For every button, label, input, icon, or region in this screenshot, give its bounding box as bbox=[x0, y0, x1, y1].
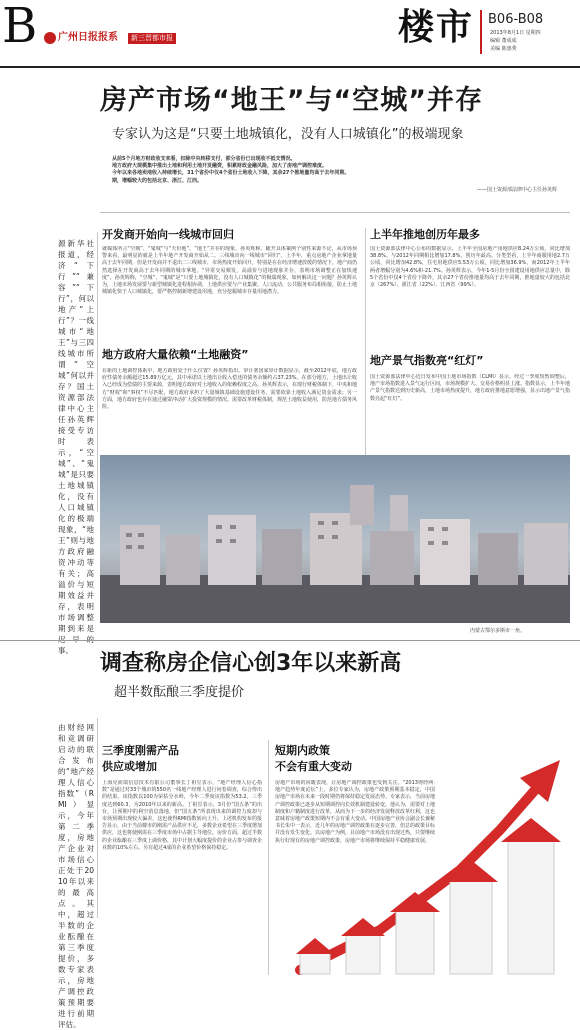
photo-caption: 内蒙古鄂尔多斯市一角。 bbox=[470, 628, 526, 634]
story2-sub2-line1: 短期内政策 bbox=[275, 744, 330, 757]
lead-line: 期，增幅较大的包括北京、浙江、江西。 bbox=[112, 177, 203, 184]
paper-name: 广州日报报系 bbox=[58, 32, 118, 43]
divider-bar bbox=[480, 10, 482, 54]
story-divider bbox=[0, 640, 580, 641]
story2-sidebar-divider bbox=[97, 718, 98, 918]
right-column-divider bbox=[365, 228, 366, 483]
designer-credit: 美编 陈惠秀 bbox=[490, 46, 517, 52]
lead-line: 今年以来各地卖地收入持续增长，31个省份中仅4个省份土地收入下降，其余27个推地量均高于去年同期。 bbox=[112, 170, 350, 177]
story2-sub1-text: 上海克而瑞信息技术有限公司董事长丁祖昱表示，“地产经理人信心指数”是通过对33个城市的550名一线地产经理人进行问卷调查，综合得出的结果。该指数以100为荣枯分水岭，今年二季度该指数为53.2，三季度达到60.3，为2010年以来的新高。丁祖昱表示，3月份“国五条”的出台，让预期中的利空消息落地，但“国五条”所表现出来的调控力度却与市场预期出现较大偏差，这也使得RMI指数转向上升。上述机构发布的报告显示，由于当前楼市的刚需产品供应不足，多数企业希望在三季度增加供应，这也将使刚需在三季度市场中占据主导地位。房价方面，超过半数的企业酝酿在三季度上调价格，其中计划大幅度提价的企业占参与调查企业数的10%左右。另有超过4成的企业希望价格保持稳定。 bbox=[102, 780, 262, 851]
story1-right-sub1-text: 国土资源部法律中心公布的数据显示，上半年全国房地产用地供应8.24万公顷，同比增加38.8%。与2012年同期相比增加17.8%，创历年最高。分类型看，上半年商服用地2.7万公顷，同比增加42.8%，住宅用地供应5.53万公顷，同比增加36.9%，而2012年上半年两者增幅分别为4.6%和-21.7%。孙英辉表示，今年1-5月份全国建设用地供应总量中，除5个省份中仅4个省份下降外，其余27个省份推地量均高于去年同期，推地量较大的包括北京（267%）、浙江省（22%）、江西省（99%）。 bbox=[370, 246, 570, 289]
lead-source: ——国土资源部法律中心主任孙英辉 bbox=[476, 186, 557, 193]
story2-sidebar: 由财经网和竞调研启动的联合发布的“地产经理人信心指数”（RMI）显示，今年第二季度，房地产企业对市场信心正处于2010年以来的最高点。其中，超过半数的企业酝酿在第三季度提价，多数专家表示，房地产调控政策预期要进行前期评估。 bbox=[58, 723, 94, 1029]
story1-sub2: 地方政府大量依赖“土地融资” bbox=[102, 348, 249, 361]
lead-line: 从前5个月地方财政收支来看，扣除中央转移支付，部分省份已出现收不抵支情况。 bbox=[112, 156, 296, 162]
story1-headline: 房产市场“地王”与“空城”并存 bbox=[100, 85, 483, 116]
masthead bbox=[0, 0, 580, 68]
story2-sub2-text: 房地产市场的回暖表现，让房地产调控政策也受到关注。“2013财经网·地产趋势年度论坛”上，多位专家认为，房地产政策预期基本稳定，中国房地产市场在未来一段时期仍将保持稳定发展态势。专家表示，当前房地产调控政策已逐步从短期调控向长效机制建设转变。他认为，需要对土地制度和户籍制度进行改革，从而为下一步的经济发展释放改革红利，这也意味着房地产政策短期内不会有重大变动。中国房地产业协会副会长兼秘书长朱中一表示，近几年的房地产调控政策在逐步完善，但总的政策目标并没有发生变化。以房地产为例，目前地产市场没有出现过热，只要继续执行好现有的房地产调控政策，房地产市场将继续保持平稳健康发展。 bbox=[275, 780, 435, 844]
lead-divider bbox=[100, 212, 570, 213]
section-letter: B bbox=[2, 0, 38, 54]
story1-subheadline: 专家认为这是“只要土地城镇化，没有人口城镇化”的极端现象 bbox=[112, 127, 464, 142]
story2-sub1-line2: 供应或增加 bbox=[102, 760, 157, 773]
story2-headline: 调查称房企信心创3年以来新高 bbox=[100, 651, 402, 676]
page-range: B06-B08 bbox=[488, 12, 544, 27]
story1-sub2-text: 在新的土地调控体系中，地方政府处于什么位置？孙英辉指出，审计署国家审计数据显示，截至2012年底，地方政府性债务余额超过15.89万亿元，其中承诺以土地出让收入偿还的债务余额约占37.23%。在部分地方，土地出让收入已经成为偿债的主要来源，表明地方政府对土地收入的依赖程度之高。孙英辉表示，在现行财税体制下，中央和地方“财权”和“事权”不尽匹配，地方政府承担了大量城镇基础设施建设任务，需要依靠土地收入满足资金需求；另一方面，地方政府也存在通过融资冲动扩大投资规模的情况。需要改革财税体制，规范土地收益使用，防范地方债务风险。 bbox=[102, 368, 357, 411]
story1-right-sub2: 地产景气指数亮“红灯” bbox=[370, 354, 484, 367]
section-title: 楼市 bbox=[398, 7, 475, 48]
city-skyline-graphic bbox=[100, 455, 570, 623]
issue-date: 2013年8月1日 星期四 bbox=[490, 30, 541, 36]
masthead-rule bbox=[0, 66, 580, 68]
story1-sidebar: 源新华社报道，经济“下行”“兼容”“下行”，何以地产“上行”？一线城市“地王”与三四线城市所谓“空城”何以并存？国土资源部法律中心主任孙英辉接受专访时表示，“空城”、“鬼城”是只要土地城镇化，没有人口城镇化的极端现象，“地王”则与地方政府融资冲动等有关；高溢价与短期效益并存，表明市场调整期到来是 事。 bbox=[58, 239, 94, 655]
house-icon bbox=[501, 818, 561, 974]
story1-right-sub2-text: 国土资源部法律中心近日发布中国土地市场指数（CLMI）显示，经过一季度短暂调整后，地产市场指数进入景气运行区间，市场规模扩大、交易价格明显上涨。指数显示，上半年地产景气指数达到历史新高，土地市场热度提升，地方政府推地意愿增强，显示出地产景气指数亮起“红灯”。 bbox=[370, 374, 570, 402]
story1-right-sub1: 上半年推地创历年最多 bbox=[370, 228, 480, 241]
story2-sub1-line1: 三季度刚需产品 bbox=[102, 744, 179, 757]
paper-name-tail: 新三晋都市报 bbox=[128, 33, 176, 44]
sidebar-divider bbox=[97, 232, 98, 512]
house-icon bbox=[444, 860, 498, 974]
house-icon bbox=[296, 938, 334, 974]
story2-subheadline: 超半数酝酿三季度提价 bbox=[114, 685, 245, 700]
story2-sub2-line2: 不会有重大变动 bbox=[275, 760, 352, 773]
house-icon bbox=[390, 892, 440, 974]
logo-icon bbox=[44, 32, 56, 44]
story1-sub1-text: 就媒体所言“空城”、“鬼城”与“天价地”、“地王”并存的现象，孙英辉称，随开具体案例个别性来源不论，从市场预警来看，最明显的就是上半年地产开发商开始从二、三线城市向一线城市“回归”。上半年，重点房地产企业拿地量高于去年同期，但是开发商并不退出二三线城市，市场热度开始回升，特别是在在经济增速放缓的情况下，地产商仍然选择在开发商高于去年同期的城市拿地。“异常交易频发，高溢价与进地现象并存，表明市场调整正在加快速度”，孙英辉称，“空城”、“鬼城”是“只要土地城镇化，没有人口城镇化”的极端现象。如何解决这一问题？孙英辉认为，土地市场发展要与新型城镇化进程相协调，土地供应要与产业集聚、人口流动、公共服务布局相衔接，防止土地城镇化快于人口城镇化，要严格控制新增建设用地，充分挖掘城市存量用地潜力。 bbox=[102, 246, 357, 296]
story1-sub1: 开发商开始向一线城市回归 bbox=[102, 228, 234, 241]
city-photo bbox=[100, 455, 570, 623]
story2-column-divider bbox=[268, 740, 269, 975]
story1-lead bbox=[112, 156, 557, 194]
lead-line: 地方政府大规模集中推出土地和利用土地开发融资，积累财政金融风险，加大了房地产调控难度。 bbox=[112, 163, 328, 170]
rising-houses-illustration bbox=[280, 720, 580, 980]
editor-credit: 编辑 董成成 bbox=[490, 38, 517, 44]
